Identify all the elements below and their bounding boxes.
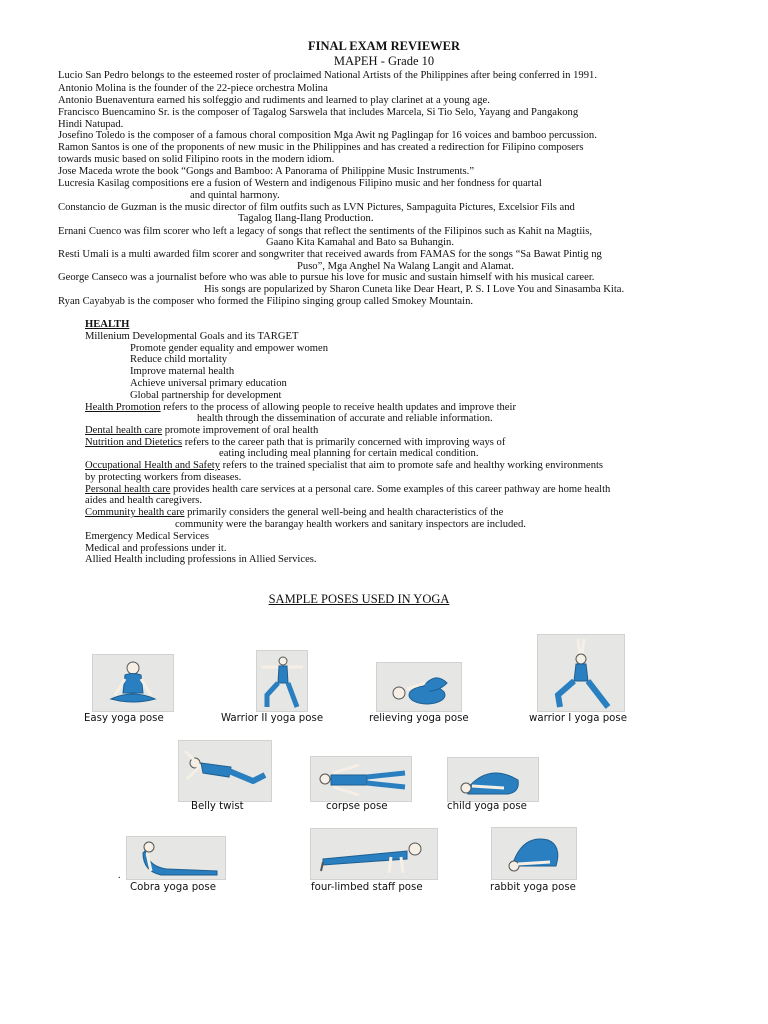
child-pose-image <box>447 757 539 802</box>
yoga-section-title: SAMPLE POSES USED IN YOGA <box>268 592 450 606</box>
pose-caption: Belly twist <box>191 801 244 812</box>
pose-caption: Easy yoga pose <box>84 713 164 724</box>
cobra-pose-image <box>126 836 226 880</box>
occupational-term: Occupational Health and Safety <box>85 460 221 471</box>
corpse-pose-image <box>310 756 412 802</box>
page-title: FINAL EXAM REVIEWER <box>307 39 461 53</box>
community-def-cont: community were the barangay health workers and sanitary inspectors are included. <box>175 519 526 530</box>
health-extra-line: Medical and professions under it. <box>85 543 227 554</box>
music-line: Hindi Natupad. <box>58 119 124 130</box>
relieving-pose-figure-icon <box>377 663 461 711</box>
easy-pose-image <box>92 654 174 712</box>
health-heading: HEALTH <box>85 319 130 330</box>
health-extra-line: Emergency Medical Services <box>85 531 209 542</box>
child-pose-figure-icon <box>448 758 538 801</box>
music-line: Puso”, Mga Anghel Na Walang Langit and Alamat. <box>297 261 514 272</box>
nutrition-def-cont: eating including meal planning for certain medical condition. <box>219 448 479 459</box>
warrior-1-figure-icon <box>538 635 624 711</box>
health-promotion-text: refers to the process of allowing people to receive health updates and improve their <box>160 402 516 413</box>
personal-text: provides health care services at a personal care. Some examples of this career pathway are home health <box>170 484 611 495</box>
page-subtitle: MAPEH - Grade 10 <box>333 54 435 68</box>
occupational-text: refers to the trained specialist that aim to promote safe and healthy working environments <box>220 460 604 471</box>
cobra-pose-figure-icon <box>127 837 225 879</box>
nutrition-term: Nutrition and Dietetics <box>85 437 183 448</box>
rabbit-pose-figure-icon <box>492 828 576 879</box>
music-line: George Canseco was a journalist before who was able to pursue his love for music and sustain himself with his musical career. <box>58 272 595 283</box>
pose-caption: four-limbed staff pose <box>311 882 423 893</box>
personal-term: Personal health care <box>85 484 171 495</box>
pose-caption: child yoga pose <box>447 801 527 812</box>
music-line: Antonio Buenaventura earned his solfeggio and rudiments and learned to play clarinet at a young age. <box>58 95 490 106</box>
stray-bullet: . <box>118 870 121 881</box>
pose-caption: relieving yoga pose <box>369 713 469 724</box>
belly-twist-figure-icon <box>179 741 271 801</box>
music-line: Lucresia Kasilag compositions ere a fusion of Western and indigenous Filipino music and her fondness for quartal <box>58 178 542 189</box>
mdg-item: Achieve universal primary education <box>130 378 287 389</box>
community-def <box>85 507 503 519</box>
rabbit-pose-image <box>491 827 577 880</box>
mdg-item: Reduce child mortality <box>130 354 228 365</box>
community-text: primarily considers the general well-being and health characteristics of the <box>184 507 504 518</box>
pose-caption: Warrior II yoga pose <box>221 713 324 724</box>
music-line: Ryan Cayabyab is the composer who formed the Filipino singing group called Smokey Mountain. <box>58 296 474 307</box>
health-promotion-term: Health Promotion <box>85 402 161 413</box>
easy-pose-figure-icon <box>93 655 173 711</box>
four-limbed-staff-image <box>310 828 438 880</box>
four-limbed-staff-figure-icon <box>311 829 437 879</box>
warrior-2-image <box>256 650 308 712</box>
music-line: Francisco Buencamino Sr. is the composer of Tagalog Sarswela that includes Marcela, Si Tio Selo, Yayang and Pangakong <box>58 107 579 118</box>
music-line: Constancio de Guzman is the music director of film outfits such as LVN Pictures, Sampaguita Pictures, Excelsior Fils and <box>58 202 575 213</box>
dental-term: Dental health care <box>85 425 163 436</box>
occupational-def <box>85 460 603 472</box>
music-line: Tagalog Ilang-Ilang Production. <box>238 213 374 224</box>
music-line: Lucio San Pedro belongs to the esteemed roster of proclaimed National Artists of the Philippines after being conferred in 1991. <box>58 70 597 81</box>
music-line: Ernani Cuenco was film scorer who left a legacy of songs that reflect the sentiments of the Filipinos such as Kahit na Magtiis, <box>58 226 592 237</box>
music-line: Jose Maceda wrote the book “Gongs and Bamboo: A Panorama of Philippine Music Instruments.” <box>58 166 475 177</box>
music-line: Antonio Molina is the founder of the 22-piece orchestra Molina <box>58 83 328 94</box>
nutrition-text: refers to the career path that is primarily concerned with improving ways of <box>182 437 506 448</box>
health-promotion-def-cont: health through the dissemination of accurate and reliable information. <box>197 413 493 424</box>
warrior-1-image <box>537 634 625 712</box>
relieving-pose-image <box>376 662 462 712</box>
pose-caption: corpse pose <box>326 801 388 812</box>
mdg-item: Improve maternal health <box>130 366 235 377</box>
music-line: Josefino Toledo is the composer of a famous choral composition Mga Awit ng Paglingap for 16 voices and bamboo percussion. <box>58 130 597 141</box>
occupational-def-cont: by protecting workers from diseases. <box>85 472 242 483</box>
belly-twist-image <box>178 740 272 802</box>
pose-caption: warrior I yoga pose <box>529 713 627 724</box>
music-line: Ramon Santos is one of the proponents of new music in the Philippines and has created a redirection for Filipino composers <box>58 142 584 153</box>
personal-def-cont: aides and health caregivers. <box>85 495 203 506</box>
mdg-item: Global partnership for development <box>130 390 282 401</box>
mdg-item: Promote gender equality and empower women <box>130 343 328 354</box>
music-line: towards music based on solid Filipino roots in the modern idiom. <box>58 154 335 165</box>
mdg-title: Millenium Developmental Goals and its TARGET <box>85 331 299 342</box>
pose-caption: rabbit yoga pose <box>490 882 576 893</box>
music-line: His songs are popularized by Sharon Cuneta like Dear Heart, P. S. I Love You and Sinasamba Kita. <box>204 284 625 295</box>
music-line: Gaano Kita Kamahal and Bato sa Buhangin. <box>266 237 454 248</box>
dental-def <box>85 425 318 437</box>
pose-caption: Cobra yoga pose <box>130 882 216 893</box>
health-extra-line: Allied Health including professions in Allied Services. <box>85 554 317 565</box>
dental-text: promote improvement of oral health <box>162 425 319 436</box>
music-line: and quintal harmony. <box>190 190 280 201</box>
community-term: Community health care <box>85 507 185 518</box>
warrior-2-figure-icon <box>257 651 307 711</box>
corpse-pose-figure-icon <box>311 757 411 801</box>
music-line: Resti Umali is a multi awarded film scorer and songwriter that received awards from FAMAS for the songs “Sa Bawat Pintig ng <box>58 249 602 260</box>
